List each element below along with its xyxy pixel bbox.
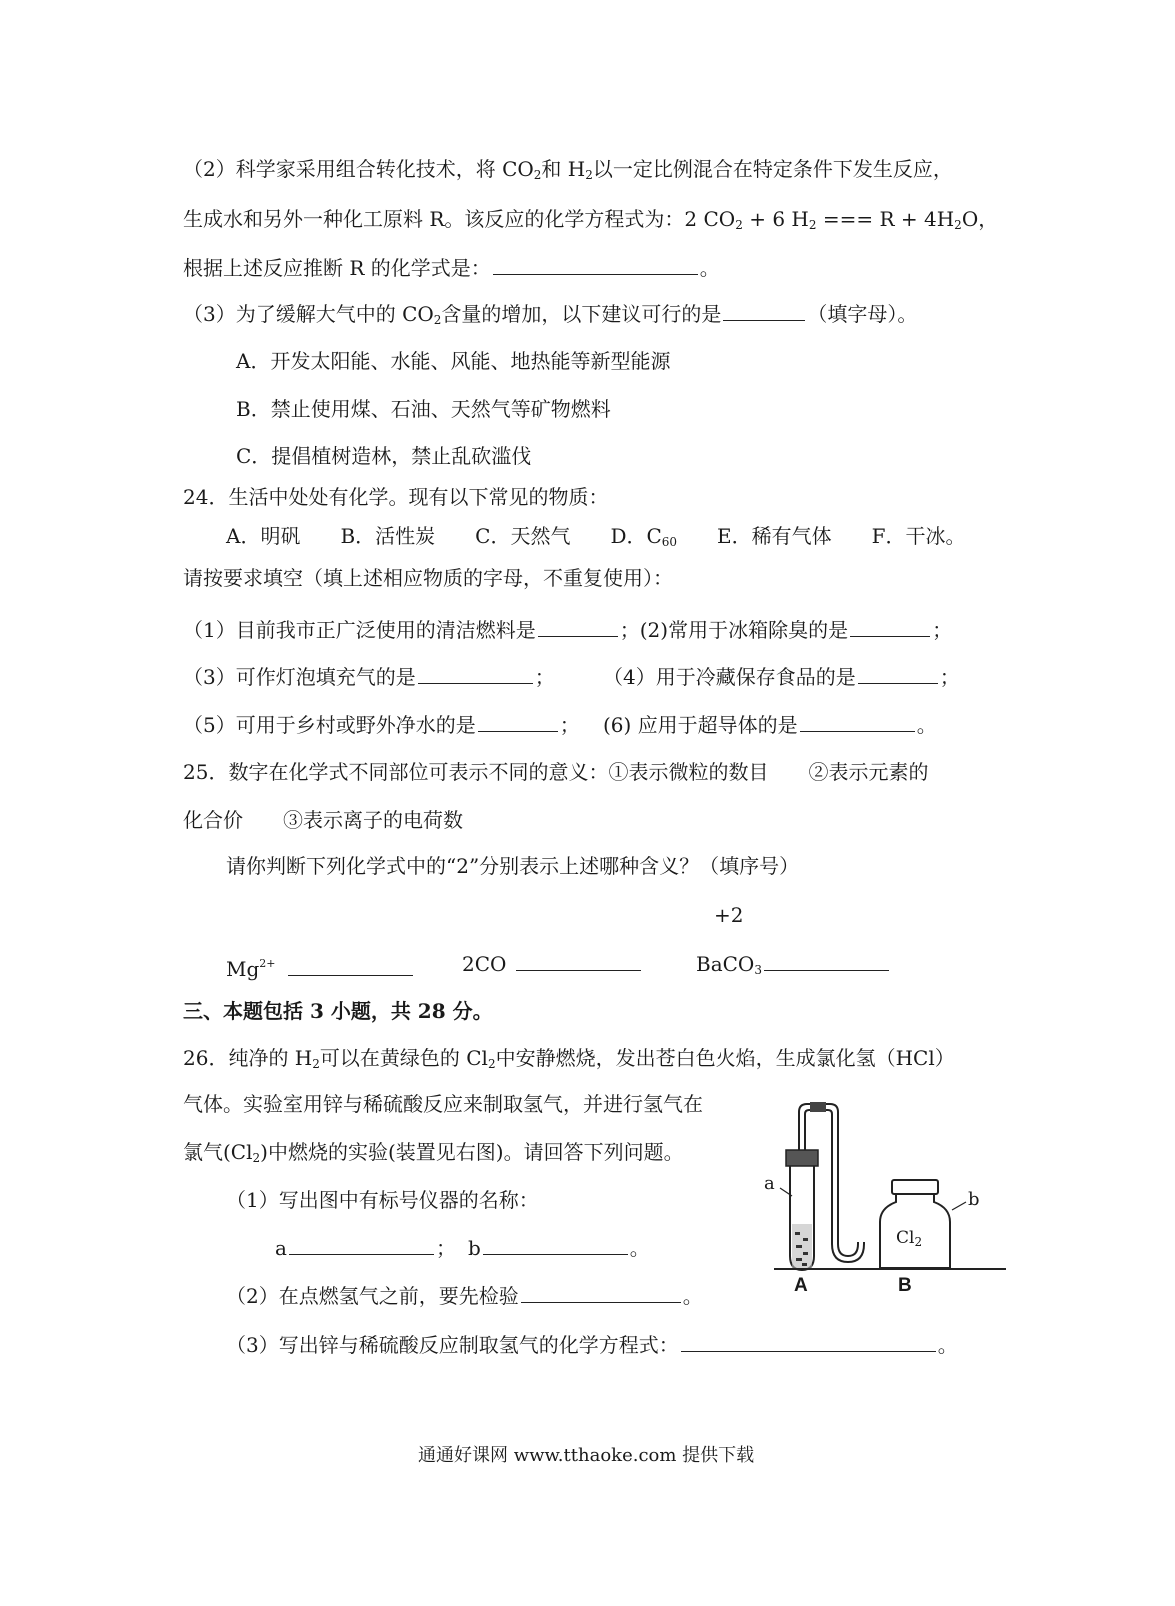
q26-sub1: （1）写出图中有标号仪器的名称：	[226, 1188, 539, 1212]
figure-label-B: B	[898, 1275, 912, 1296]
q26-sub3: （3）写出锌与稀硫酸反应制取氢气的化学方程式： 。	[226, 1333, 958, 1357]
q23-option-a: A．开发太阳能、水能、风能、地热能等新型能源	[236, 349, 671, 373]
apparatus-drawing	[772, 1092, 1008, 1340]
answer-blank-baco3[interactable]	[764, 950, 889, 971]
answer-blank-superconductor[interactable]	[800, 711, 915, 732]
q24-options: A．明矾 B．活性炭 C．天然气 D．$C_{60}$ E．稀有气体 F．干冰。	[226, 524, 966, 549]
apparatus-figure	[764, 1092, 1008, 1340]
figure-label-a: a	[764, 1173, 775, 1194]
figure-label-A: A	[794, 1275, 808, 1296]
q24-row2-right: （4）用于冷藏保存食品的是 ；	[603, 665, 960, 689]
valence-mark: +2	[714, 903, 744, 927]
q23-part2-line1: （2）科学家采用组合转化技术，将 $CO_2$和 $H_2$以一定比例混合在特定条件下发生反应，	[183, 157, 953, 182]
q23-part2-line2: 生成水和另外一种化工原料 R。该反应的化学方程式为：2 $CO_2 + 6$ $H_2$ === $R + 4H_2O$，	[183, 207, 999, 232]
answer-blank-co[interactable]	[516, 950, 641, 971]
q24-instruction: 请按要求填空（填上述相应物质的字母，不重复使用）：	[183, 566, 673, 590]
q24-row3-right: (6) 应用于超导体的是 。	[603, 713, 937, 737]
q26-line2: 气体。实验室用锌与稀硫酸反应来制取氢气，并进行氢气在	[183, 1092, 703, 1116]
q26-line1: 26．纯净的 $H_2$可以在黄绿色的 $Cl_2$中安静燃烧，发出苍白色火焰，生成氯化氢（HCl）	[183, 1046, 955, 1071]
answer-blank-instrument-a[interactable]	[289, 1234, 434, 1255]
answer-blank-r-formula[interactable]	[493, 254, 698, 275]
leader-line-b	[952, 1202, 966, 1210]
figure-label-b: b	[968, 1189, 980, 1210]
q26-sub1-answers: a ； b 。	[275, 1236, 650, 1260]
answer-blank-clean-fuel[interactable]	[538, 616, 618, 637]
answer-blank-deodorize[interactable]	[850, 616, 930, 637]
q24-title: 24．生活中处处有化学。现有以下常见的物质：	[183, 485, 609, 509]
rubber-connector	[810, 1102, 826, 1112]
q26-line3: 氯气$(Cl_2)$中燃烧的实验(装置见右图)。请回答下列问题。	[183, 1140, 684, 1165]
chlorine-label: $Cl_2$	[896, 1228, 923, 1249]
q23-part3: （3）为了缓解大气中的 $CO_2$含量的增加，以下建议可行的是 （填字母）。	[183, 302, 918, 327]
q25-line2: 化合价 ③表示离子的电荷数	[183, 808, 463, 832]
page-footer: 通通好课网 www.tthaoke.com 提供下载	[418, 1445, 755, 1466]
answer-blank-co2-suggestion[interactable]	[723, 300, 805, 321]
answer-blank-instrument-b[interactable]	[483, 1234, 628, 1255]
q24-row2: （3）可作灯泡填充气的是 ；	[183, 665, 555, 689]
q24-row1: （1）目前我市正广泛使用的清洁燃料是 ；(2)常用于冰箱除臭的是 ；	[183, 618, 953, 642]
answer-blank-food-cooling[interactable]	[858, 663, 938, 684]
q25-line3: 请你判断下列化学式中的“2”分别表示上述哪种含义？（填序号）	[226, 854, 800, 878]
q26-sub2: （2）在点燃氢气之前，要先检验 。	[226, 1284, 703, 1308]
q25-line1: 25．数字在化学式不同部位可表示不同的意义：①表示微粒的数目 ②表示元素的	[183, 760, 929, 784]
q25-formula-co: 2CO	[462, 950, 643, 978]
answer-blank-mg[interactable]	[288, 955, 413, 976]
q25-formula-mg: $Mg^{2+}$	[226, 950, 415, 983]
q23-option-b: B．禁止使用煤、石油、天然气等矿物燃料	[236, 397, 611, 421]
stopper	[786, 1150, 818, 1166]
section-three-heading: 三、本题包括 3 小题，共 28 分。	[183, 999, 493, 1023]
answer-blank-check-purity[interactable]	[521, 1282, 681, 1303]
q25-formula-baco3: BaCO$_3$	[696, 950, 891, 984]
q23-part2-line3: 根据上述反应推断 R 的化学式是： 。	[183, 256, 720, 280]
answer-blank-bulb-gas[interactable]	[418, 663, 533, 684]
q23-option-c: C．提倡植树造林，禁止乱砍滥伐	[236, 444, 532, 468]
answer-blank-water-purify[interactable]	[478, 711, 558, 732]
q24-row3: （5）可用于乡村或野外净水的是 ；	[183, 713, 580, 737]
